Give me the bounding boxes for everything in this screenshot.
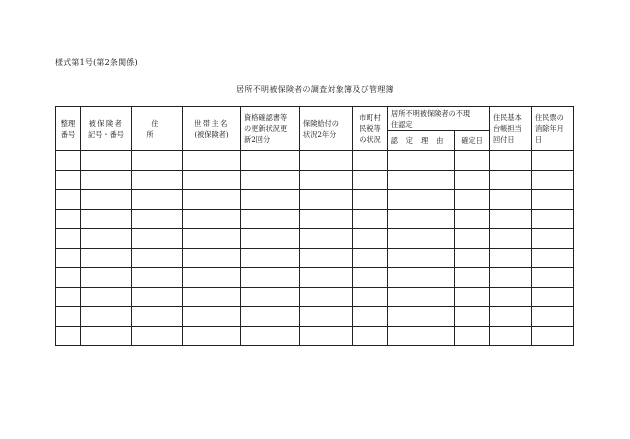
table-row — [56, 190, 574, 210]
table-cell[interactable] — [132, 326, 183, 346]
table-cell[interactable] — [490, 287, 532, 307]
table-cell[interactable] — [388, 287, 455, 307]
table-row — [56, 287, 574, 307]
table-cell[interactable] — [455, 151, 490, 171]
table-cell[interactable] — [353, 190, 388, 210]
table-row — [56, 248, 574, 268]
table-cell[interactable] — [490, 170, 532, 190]
table-cell[interactable] — [183, 268, 241, 288]
table-cell[interactable] — [81, 248, 132, 268]
table-cell[interactable] — [353, 326, 388, 346]
header-seiri-bango: 整理 番号 — [56, 107, 81, 151]
table-cell[interactable] — [81, 229, 132, 249]
table-cell[interactable] — [388, 209, 455, 229]
register-body — [56, 151, 574, 346]
table-cell[interactable] — [132, 248, 183, 268]
table-cell[interactable] — [81, 190, 132, 210]
table-cell[interactable] — [81, 151, 132, 171]
table-cell[interactable] — [490, 190, 532, 210]
table-cell[interactable] — [490, 151, 532, 171]
table-cell[interactable] — [56, 190, 81, 210]
table-cell[interactable] — [241, 326, 300, 346]
table-cell[interactable] — [183, 248, 241, 268]
table-cell[interactable] — [132, 190, 183, 210]
table-cell[interactable] — [132, 151, 183, 171]
table-cell[interactable] — [132, 307, 183, 327]
table-cell[interactable] — [300, 287, 353, 307]
table-cell[interactable] — [183, 326, 241, 346]
table-cell[interactable] — [183, 307, 241, 327]
table-cell[interactable] — [490, 248, 532, 268]
table-cell[interactable] — [532, 229, 574, 249]
header-row — [56, 107, 574, 131]
table-cell[interactable] — [241, 248, 300, 268]
table-cell[interactable] — [388, 170, 455, 190]
table-cell[interactable] — [455, 326, 490, 346]
header-juminhyo-shojo: 住民票の 消除年月 日 — [532, 107, 574, 151]
table-cell[interactable] — [183, 287, 241, 307]
table-row — [56, 151, 574, 171]
table-cell[interactable] — [56, 307, 81, 327]
header-setai-nushi: 世帯主名 (被保険者) — [183, 107, 241, 151]
table-cell[interactable] — [241, 170, 300, 190]
table-cell[interactable] — [532, 170, 574, 190]
table-cell[interactable] — [388, 229, 455, 249]
table-cell[interactable] — [300, 326, 353, 346]
header-jumin-kihon: 住民基本 台帳担当 回付日 — [490, 107, 532, 151]
table-cell[interactable] — [183, 229, 241, 249]
table-cell[interactable] — [300, 307, 353, 327]
table-cell[interactable] — [300, 248, 353, 268]
table-cell[interactable] — [455, 307, 490, 327]
table-row — [56, 307, 574, 327]
table-cell[interactable] — [132, 268, 183, 288]
table-cell[interactable] — [353, 248, 388, 268]
table-cell[interactable] — [490, 307, 532, 327]
table-cell[interactable] — [241, 190, 300, 210]
header-jusho: 住 所 — [132, 107, 183, 151]
table-cell[interactable] — [388, 248, 455, 268]
table-cell[interactable] — [455, 229, 490, 249]
table-cell[interactable] — [353, 209, 388, 229]
document-title: 居所不明被保険者の調査対象簿及び管理簿 — [236, 85, 394, 94]
table-cell[interactable] — [353, 287, 388, 307]
table-cell[interactable] — [241, 151, 300, 171]
table-cell[interactable] — [56, 287, 81, 307]
table-cell[interactable] — [388, 268, 455, 288]
table-row — [56, 170, 574, 190]
table-row — [56, 209, 574, 229]
table-cell[interactable] — [132, 209, 183, 229]
table-cell[interactable] — [455, 190, 490, 210]
table-cell[interactable] — [532, 326, 574, 346]
table-cell[interactable] — [300, 268, 353, 288]
table-cell[interactable] — [455, 248, 490, 268]
table-cell[interactable] — [56, 209, 81, 229]
header-shikaku-kakunin: 資格確認書等 の更新状況更 新2回分 — [241, 107, 300, 151]
table-cell[interactable] — [300, 170, 353, 190]
table-cell[interactable] — [183, 190, 241, 210]
table-cell[interactable] — [132, 287, 183, 307]
table-cell[interactable] — [56, 229, 81, 249]
table-cell[interactable] — [353, 268, 388, 288]
table-cell[interactable] — [183, 170, 241, 190]
table-row — [56, 268, 574, 288]
table-cell[interactable] — [81, 268, 132, 288]
table-cell[interactable] — [81, 287, 132, 307]
table-cell[interactable] — [300, 190, 353, 210]
table-cell[interactable] — [241, 307, 300, 327]
table-cell[interactable] — [56, 170, 81, 190]
table-cell[interactable] — [56, 326, 81, 346]
table-cell[interactable] — [388, 326, 455, 346]
table-cell[interactable] — [56, 151, 81, 171]
table-cell[interactable] — [532, 268, 574, 288]
header-kakutei-bi: 確定日 — [455, 131, 490, 151]
table-cell[interactable] — [81, 307, 132, 327]
table-cell[interactable] — [353, 307, 388, 327]
table-cell[interactable] — [455, 209, 490, 229]
table-cell[interactable] — [532, 209, 574, 229]
table-cell[interactable] — [455, 268, 490, 288]
table-cell[interactable] — [490, 268, 532, 288]
table-cell[interactable] — [300, 229, 353, 249]
table-row — [56, 229, 574, 249]
table-cell[interactable] — [455, 170, 490, 190]
table-cell[interactable] — [490, 229, 532, 249]
register-table — [55, 106, 574, 346]
table-cell[interactable] — [388, 190, 455, 210]
table-cell[interactable] — [455, 287, 490, 307]
table-cell[interactable] — [241, 268, 300, 288]
header-hoken-kyufu: 保険給付の 状況2年分 — [300, 107, 353, 151]
table-cell[interactable] — [532, 151, 574, 171]
table-cell[interactable] — [300, 209, 353, 229]
table-cell[interactable] — [532, 248, 574, 268]
table-cell[interactable] — [132, 170, 183, 190]
table-cell[interactable] — [81, 326, 132, 346]
table-cell[interactable] — [388, 307, 455, 327]
header-hihokensha-kigo: 被保険者 記号・番号 — [81, 107, 132, 151]
table-cell[interactable] — [241, 229, 300, 249]
table-cell[interactable] — [353, 151, 388, 171]
header-shichoson-minzei: 市町村 民税等 の状況 — [353, 107, 388, 151]
table-cell[interactable] — [241, 209, 300, 229]
table-cell[interactable] — [388, 151, 455, 171]
table-row — [56, 326, 574, 346]
table-cell[interactable] — [300, 151, 353, 171]
table-cell[interactable] — [490, 209, 532, 229]
form-code: 様式第1号(第2条関係) — [55, 58, 138, 67]
table-cell[interactable] — [81, 209, 132, 229]
table-cell[interactable] — [532, 190, 574, 210]
table-cell[interactable] — [532, 287, 574, 307]
table-cell[interactable] — [353, 229, 388, 249]
table-cell[interactable] — [532, 307, 574, 327]
table-cell[interactable] — [132, 229, 183, 249]
table-cell[interactable] — [183, 151, 241, 171]
header-nintei-riyu: 認定理由 — [388, 131, 455, 151]
table-cell[interactable] — [490, 326, 532, 346]
table-cell[interactable] — [81, 170, 132, 190]
table-cell[interactable] — [183, 209, 241, 229]
table-cell[interactable] — [241, 287, 300, 307]
table-cell[interactable] — [56, 268, 81, 288]
table-cell[interactable] — [56, 248, 81, 268]
header-kyosho-fumei: 居所不明被保険者の不現 住認定 — [388, 107, 490, 131]
table-cell[interactable] — [353, 170, 388, 190]
